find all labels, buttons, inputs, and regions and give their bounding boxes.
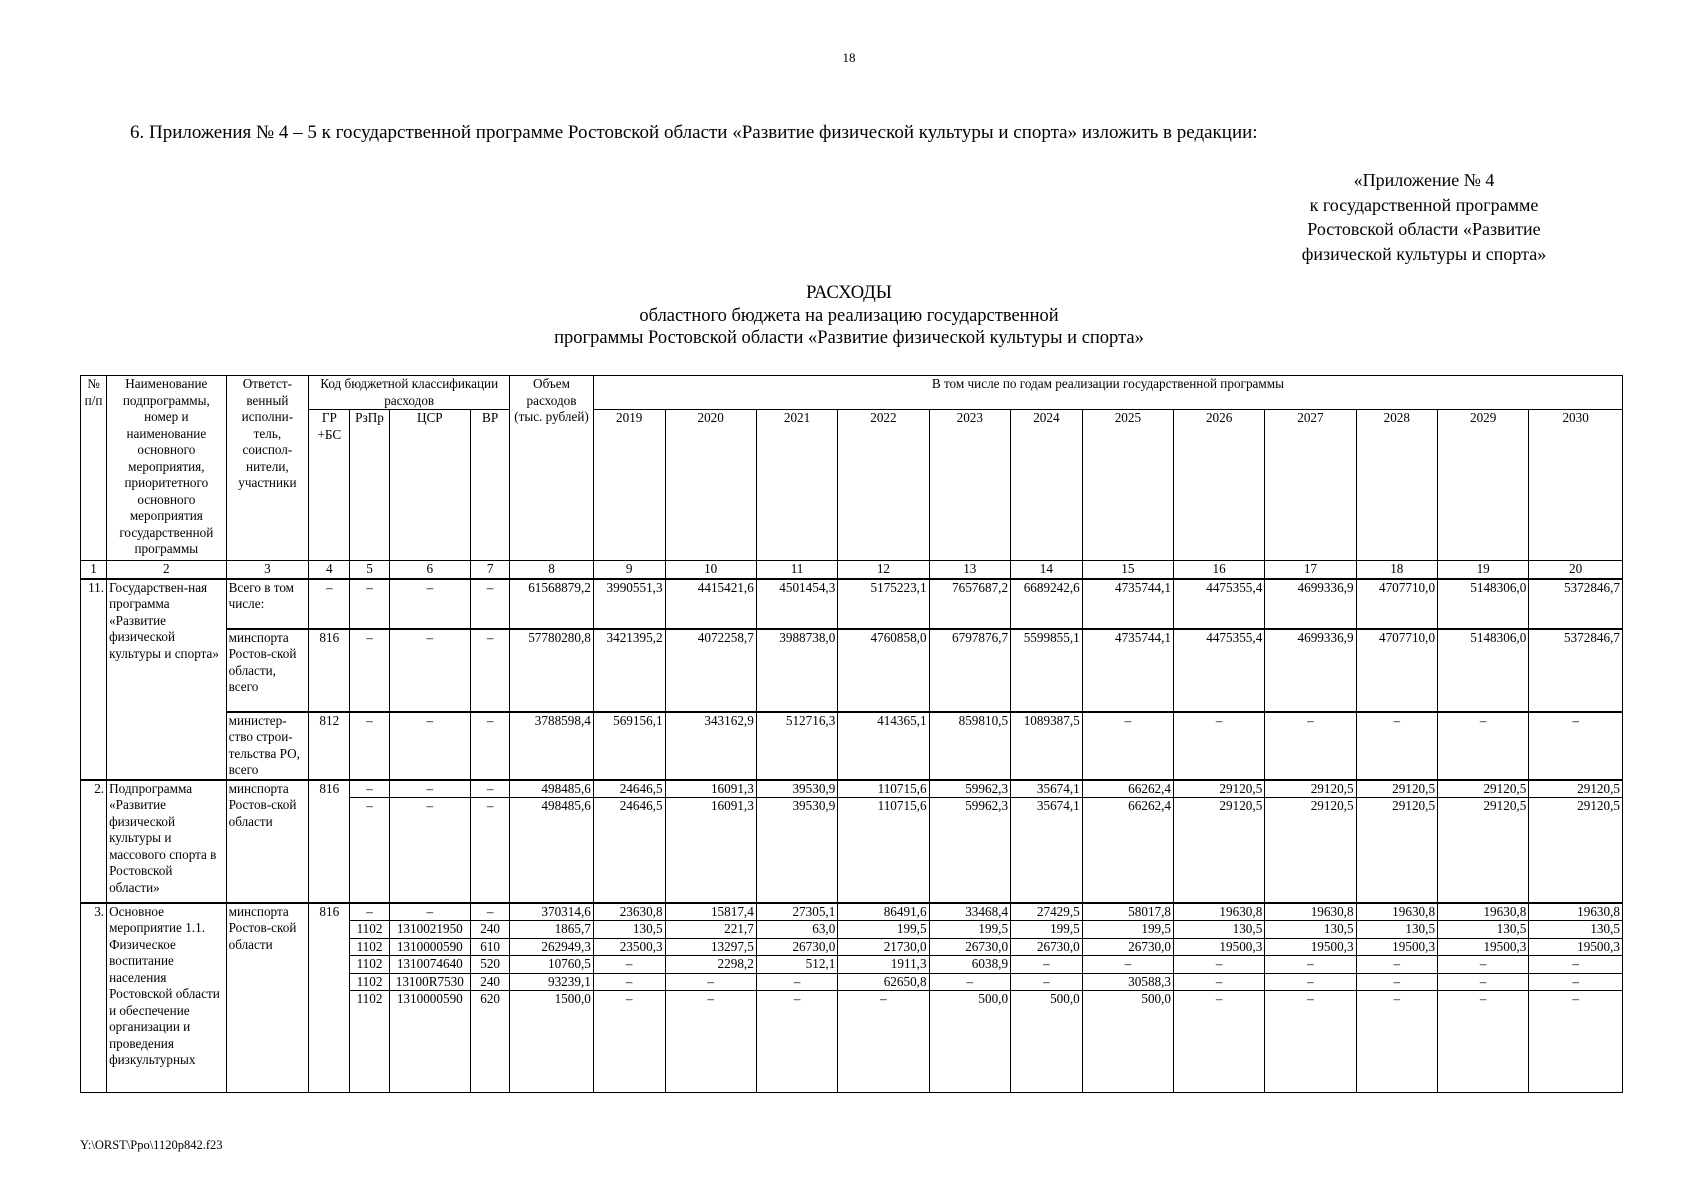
year-value: 5148306,0 [1438,629,1529,712]
year-value: 199,5 [838,921,929,939]
year-value: 5372846,7 [1529,579,1623,629]
column-number: 16 [1174,561,1265,579]
year-value: 62650,8 [838,973,929,991]
table-row [81,712,1623,780]
total-volume: 3788598,4 [510,712,594,780]
column-number: 11 [756,561,837,579]
total-volume: 1865,7 [510,921,594,939]
year-value: – [1438,712,1529,780]
year-value: – [1356,973,1437,991]
column-number: 17 [1265,561,1356,579]
year-value: – [1529,956,1623,974]
column-number: 1 [81,561,107,579]
csr-code: – [389,579,470,629]
year-value: 13297,5 [665,938,756,956]
year-value: 130,5 [1265,921,1356,939]
rzpr-code: 1102 [350,921,389,939]
program-name: Государствен-ная программа «Развитие физической культуры и спорта» [107,579,227,780]
header-vr: ВР [471,410,510,561]
year-value: 4475355,4 [1174,629,1265,712]
year-value: 29120,5 [1174,798,1265,903]
year-value: 130,5 [593,921,665,939]
title-line: областного бюджета на реализацию государственной [639,305,1059,326]
year-value: 23630,8 [593,903,665,921]
page-number: 18 [842,50,856,65]
rzpr-code: – [350,579,389,629]
year-value: – [1265,712,1356,780]
total-volume: 57780280,8 [510,629,594,712]
year-value: 19630,8 [1174,903,1265,921]
table-row [81,629,1623,712]
document-title [0,282,1698,350]
year-value: 27429,5 [1011,903,1083,921]
rzpr-code: 1102 [350,938,389,956]
year-value: 27305,1 [756,903,837,921]
year-value: 4699336,9 [1265,629,1356,712]
year-value: 66262,4 [1082,780,1173,798]
table-row [81,903,1623,921]
year-value: 110715,6 [838,798,929,903]
rzpr-code: – [350,798,389,903]
year-value: 414365,1 [838,712,929,780]
header-rzpr: РзПр [350,410,389,561]
year-value: 1911,3 [838,956,929,974]
year-value: 7657687,2 [929,579,1010,629]
year-value: 4475355,4 [1174,579,1265,629]
year-value: – [1529,973,1623,991]
header-budget-code: Код бюджетной классификации расходов [309,376,510,410]
year-value: 4707710,0 [1356,579,1437,629]
year-value: – [1438,973,1529,991]
header-num: № п/п [81,376,107,561]
row-number: 11. [81,579,107,780]
year-value: 29120,5 [1174,780,1265,798]
year-value: 221,7 [665,921,756,939]
year-value: – [1174,712,1265,780]
vr-code: 240 [471,921,510,939]
header-year: 2022 [838,410,929,561]
year-value: – [593,956,665,974]
year-value: 21730,0 [838,938,929,956]
year-value: – [1011,956,1083,974]
year-value: 19500,3 [1529,938,1623,956]
year-value: 29120,5 [1529,798,1623,903]
column-number: 10 [665,561,756,579]
vr-code: 520 [471,956,510,974]
appendix-line: к государственной программе [1309,194,1539,215]
year-value: – [1265,956,1356,974]
year-value: 86491,6 [838,903,929,921]
year-value: 500,0 [929,991,1010,1093]
rzpr-code: 1102 [350,991,389,1093]
header-responsible: Ответст-венный исполни-тель, соиспол-нители, участники [226,376,309,561]
title-line: программы Ростовской области «Развитие физической культуры и спорта» [554,328,1144,348]
year-value: 6797876,7 [929,629,1010,712]
year-value: 4707710,0 [1356,629,1437,712]
table-row [81,780,1623,798]
rzpr-code: – [350,629,389,712]
year-value: 24646,5 [593,780,665,798]
year-value: 512,1 [756,956,837,974]
rzpr-code: 1102 [350,973,389,991]
responsible-executor: минспорта Ростов-ской области, всего [226,629,309,712]
year-value: – [593,991,665,1093]
year-value: – [1529,991,1623,1093]
year-value: 4415421,6 [665,579,756,629]
csr-code: 1310021950 [389,921,470,939]
year-value: – [929,973,1010,991]
year-value: 39530,9 [756,798,837,903]
year-value: 6038,9 [929,956,1010,974]
responsible-executor: минспорта Ростов-ской области [226,780,309,903]
year-value: 4760858,0 [838,629,929,712]
header-year: 2019 [593,410,665,561]
csr-code: – [389,780,470,798]
year-value: 26730,0 [929,938,1010,956]
year-value: 19500,3 [1438,938,1529,956]
year-value: 4735744,1 [1082,579,1173,629]
year-value: 500,0 [1011,991,1083,1093]
header-year: 2028 [1356,410,1437,561]
title-heading: РАСХОДЫ [806,283,892,303]
year-value: 859810,5 [929,712,1010,780]
year-value: – [665,973,756,991]
year-value: 343162,9 [665,712,756,780]
column-number: 15 [1082,561,1173,579]
total-volume: 10760,5 [510,956,594,974]
footer-file-path: Y:\ORST\Ppo\1120p842.f23 [80,1138,223,1152]
total-volume: 370314,6 [510,903,594,921]
header-year: 2020 [665,410,756,561]
year-value: 19630,8 [1356,903,1437,921]
year-value: 29120,5 [1265,780,1356,798]
grbs-code: 816 [309,903,350,1093]
csr-code: – [389,798,470,903]
year-value: 130,5 [1438,921,1529,939]
column-number: 3 [226,561,309,579]
row-number: 2. [81,780,107,903]
year-value: 4501454,3 [756,579,837,629]
year-value: 19500,3 [1356,938,1437,956]
year-value: 19630,8 [1529,903,1623,921]
year-value: 29120,5 [1356,798,1437,903]
year-value: – [756,991,837,1093]
year-value: 2298,2 [665,956,756,974]
year-value: – [1082,712,1173,780]
column-number: 14 [1011,561,1083,579]
year-value: – [1265,991,1356,1093]
vr-code: – [471,780,510,798]
year-value: 130,5 [1356,921,1437,939]
program-name: Подпрограмма «Развитие физической культуры и массового спорта в Ростовской области» [107,780,227,903]
header-year: 2026 [1174,410,1265,561]
year-value: 4072258,7 [665,629,756,712]
year-value: – [1011,973,1083,991]
year-value: 130,5 [1529,921,1623,939]
rzpr-code: 1102 [350,956,389,974]
year-value: 5148306,0 [1438,579,1529,629]
year-value: 19500,3 [1265,938,1356,956]
vr-code: – [471,712,510,780]
year-value: 39530,9 [756,780,837,798]
header-year: 2021 [756,410,837,561]
rzpr-code: – [350,712,389,780]
year-value: 26730,0 [1011,938,1083,956]
column-number: 6 [389,561,470,579]
expenses-table [80,375,1623,1093]
header-year: 2027 [1265,410,1356,561]
year-value: 26730,0 [1082,938,1173,956]
appendix-line: «Приложение № 4 [1353,170,1495,190]
year-value: 29120,5 [1438,780,1529,798]
year-value: – [1174,956,1265,974]
year-value: 59962,3 [929,780,1010,798]
year-value: 19500,3 [1174,938,1265,956]
csr-code: – [389,712,470,780]
column-number: 12 [838,561,929,579]
year-value: – [1529,712,1623,780]
row-number: 3. [81,903,107,1093]
column-number: 5 [350,561,389,579]
responsible-executor: минспорта Ростов-ской области [226,903,309,1093]
year-value: 16091,3 [665,798,756,903]
rzpr-code: – [350,903,389,921]
column-number: 7 [471,561,510,579]
year-value: 30588,3 [1082,973,1173,991]
year-value: 35674,1 [1011,780,1083,798]
year-value: 23500,3 [593,938,665,956]
vr-code: – [471,798,510,903]
csr-code: 1310000590 [389,938,470,956]
header-year: 2029 [1438,410,1529,561]
year-value: 59962,3 [929,798,1010,903]
rzpr-code: – [350,780,389,798]
column-number: 18 [1356,561,1437,579]
year-value: – [838,991,929,1093]
year-value: 199,5 [1082,921,1173,939]
year-value: 24646,5 [593,798,665,903]
column-number: 2 [107,561,227,579]
year-value: – [1356,712,1437,780]
year-value: – [1356,956,1437,974]
column-number: 20 [1529,561,1623,579]
header-year: 2024 [1011,410,1083,561]
year-value: 3988738,0 [756,629,837,712]
year-value: 569156,1 [593,712,665,780]
table-row [81,579,1623,629]
header-volume: Объем расходов (тыс. рублей) [510,376,594,561]
year-value: – [1174,973,1265,991]
vr-code: 620 [471,991,510,1093]
header-year: 2025 [1082,410,1173,561]
column-number: 13 [929,561,1010,579]
year-value: – [1438,956,1529,974]
header-grbs: ГР +БС [309,410,350,561]
vr-code: – [471,903,510,921]
year-value: 19630,8 [1438,903,1529,921]
total-volume: 498485,6 [510,798,594,903]
column-number: 4 [309,561,350,579]
total-volume: 262949,3 [510,938,594,956]
grbs-code: 812 [309,712,350,780]
total-volume: 498485,6 [510,780,594,798]
year-value: 500,0 [1082,991,1173,1093]
year-value: 29120,5 [1265,798,1356,903]
year-value: – [1174,991,1265,1093]
year-value: 5175223,1 [838,579,929,629]
responsible-executor: Всего в том числе: [226,579,309,629]
year-value: – [1356,991,1437,1093]
header-years-group: В том числе по годам реализации государственной программы [593,376,1622,410]
year-value: 15817,4 [665,903,756,921]
year-value: – [1082,956,1173,974]
total-volume: 61568879,2 [510,579,594,629]
column-number: 19 [1438,561,1529,579]
year-value: 5372846,7 [1529,629,1623,712]
csr-code: 1310000590 [389,991,470,1093]
year-value: 63,0 [756,921,837,939]
year-value: 110715,6 [838,780,929,798]
total-volume: 1500,0 [510,991,594,1093]
year-value: 130,5 [1174,921,1265,939]
year-value: 19630,8 [1265,903,1356,921]
grbs-code: – [309,579,350,629]
program-name: Основное мероприятие 1.1. Физическое воспитание населения Ростовской области и обеспечение организации и проведения физкультурных [107,903,227,1093]
csr-code: – [389,629,470,712]
column-number: 8 [510,561,594,579]
year-value: 66262,4 [1082,798,1173,903]
year-value: 3990551,3 [593,579,665,629]
year-value: – [756,973,837,991]
year-value: 29120,5 [1356,780,1437,798]
year-value: – [1438,991,1529,1093]
year-value: 29120,5 [1438,798,1529,903]
vr-code: – [471,629,510,712]
grbs-code: 816 [309,629,350,712]
year-value: 58017,8 [1082,903,1173,921]
header-csr: ЦСР [389,410,470,561]
year-value: 512716,3 [756,712,837,780]
year-value: 26730,0 [756,938,837,956]
year-value: 5599855,1 [1011,629,1083,712]
year-value: 199,5 [1011,921,1083,939]
appendix-caption [1254,168,1594,266]
year-value: 4735744,1 [1082,629,1173,712]
vr-code: – [471,579,510,629]
vr-code: 610 [471,938,510,956]
csr-code: 1310074640 [389,956,470,974]
csr-code: – [389,903,470,921]
year-value: 6689242,6 [1011,579,1083,629]
year-value: 35674,1 [1011,798,1083,903]
csr-code: 13100R7530 [389,973,470,991]
year-value: 4699336,9 [1265,579,1356,629]
year-value: – [1265,973,1356,991]
header-year: 2023 [929,410,1010,561]
vr-code: 240 [471,973,510,991]
appendix-line: Ростовской области «Развитие [1307,219,1541,239]
appendix-line: физической культуры и спорта» [1301,243,1547,264]
year-value: 16091,3 [665,780,756,798]
year-value: – [665,991,756,1093]
responsible-executor: министер-ство строи-тельства РО, всего [226,712,309,780]
year-value: – [593,973,665,991]
year-value: 1089387,5 [1011,712,1083,780]
year-value: 199,5 [929,921,1010,939]
header-name: Наименование подпрограммы, номер и наименование основного мероприятия, приоритетного основного мероприятия государственной программы [107,376,227,561]
total-volume: 93239,1 [510,973,594,991]
grbs-code: 816 [309,780,350,903]
year-value: 33468,4 [929,903,1010,921]
intro-paragraph: 6. Приложения № 4 – 5 к государственной программе Ростовской области «Развитие физической культуры и спорта» изложить в редакции: [130,122,1258,143]
column-number: 9 [593,561,665,579]
year-value: 29120,5 [1529,780,1623,798]
year-value: 3421395,2 [593,629,665,712]
header-year: 2030 [1529,410,1623,561]
